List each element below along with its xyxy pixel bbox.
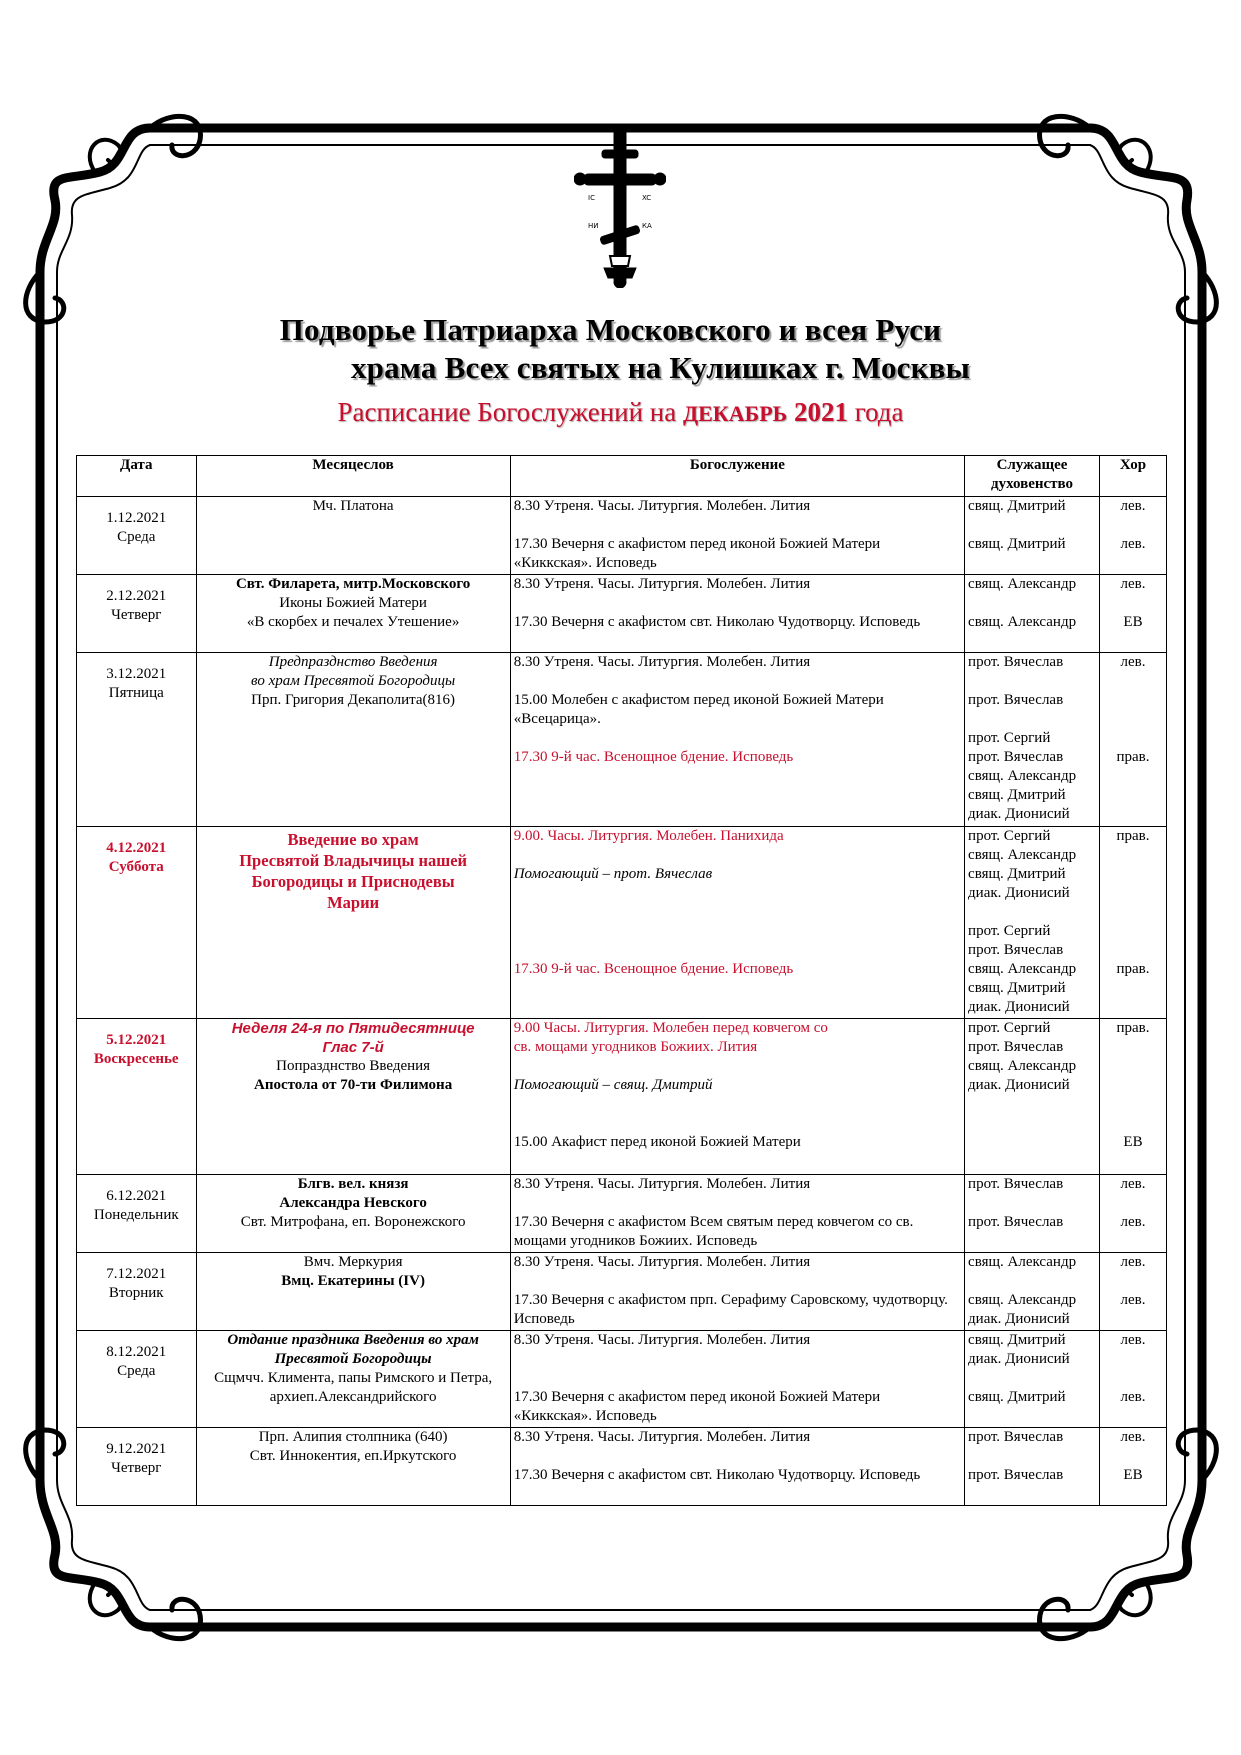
spacer	[514, 903, 961, 922]
saint-line: Блгв. вел. князя	[297, 1176, 409, 1192]
spacer	[514, 729, 961, 748]
saint-line: Неделя 24-я по Пятидесятнице	[231, 1020, 475, 1037]
service-line: 8.30 Утреня. Часы. Литургия. Молебен. Лития	[513, 498, 811, 514]
spacer	[1103, 516, 1163, 535]
date-cell	[77, 1331, 197, 1428]
saint-line: во храм Пресвятой Богородицы	[251, 673, 456, 689]
choir-line: лев.	[1120, 498, 1146, 514]
column-header-date: Дата	[77, 456, 197, 497]
saint-line: Свт. Иннокентия, еп.Иркутского	[249, 1448, 457, 1464]
table-row	[77, 1428, 1167, 1506]
clergy-line: свящ. Дмитрий	[968, 1332, 1066, 1348]
clergy-line: свящ. Александр	[968, 1292, 1077, 1308]
services-cell	[510, 1428, 964, 1506]
date-cell	[77, 575, 197, 653]
clergy-line: свящ. Александр	[968, 768, 1077, 784]
clergy-line: прот. Сергий	[968, 730, 1051, 746]
saint-line: Пресвятой Владычицы нашей	[239, 851, 468, 870]
services-cell	[510, 1253, 964, 1331]
table-row	[77, 1175, 1167, 1253]
service-line: 17.30 9-й час. Всенощное бдение. Исповедь	[513, 749, 794, 765]
choir-line: лев.	[1120, 576, 1146, 592]
spacer	[514, 1194, 961, 1213]
clergy-line: диак. Дионисий	[968, 885, 1070, 901]
saint-line: Предпразднство Введения	[268, 654, 438, 670]
clergy-line: диак. Дионисий	[968, 1311, 1070, 1327]
service-line: 9.00 Часы. Литургия. Молебен перед ковчегом со	[513, 1020, 828, 1036]
spacer	[1103, 672, 1163, 691]
clergy-cell	[965, 653, 1100, 827]
spacer	[514, 1095, 961, 1114]
saint-line: Пресвятой Богородицы	[274, 1351, 432, 1367]
choir-cell	[1100, 497, 1167, 575]
saint-line: Свт. Митрофана, еп. Воронежского	[240, 1214, 466, 1230]
date: 2.12.2021	[106, 588, 167, 604]
table-header-row	[77, 456, 1167, 497]
spacer	[968, 594, 1096, 613]
spacer	[514, 594, 961, 613]
service-line: 17.30 9-й час. Всенощное бдение. Исповедь	[513, 961, 794, 977]
service-line: 17.30 Вечерня с акафистом свт. Николаю Чудотворцу. Исповедь	[513, 614, 921, 630]
spacer	[1103, 594, 1163, 613]
choir-line: лев.	[1120, 1254, 1146, 1270]
saint-line: Марии	[327, 893, 380, 912]
service-line: Помогающий – прот. Вячеслав	[513, 866, 713, 882]
services-cell	[510, 575, 964, 653]
saint-line: Вмц. Екатерины (IV)	[281, 1273, 425, 1289]
clergy-cell	[965, 1331, 1100, 1428]
table-row	[77, 1253, 1167, 1331]
choir-line: лев.	[1120, 1429, 1146, 1445]
service-line: св. мощами угодников Божиих. Лития	[513, 1039, 758, 1055]
spacer	[1103, 903, 1163, 922]
saints-cell	[196, 1175, 510, 1253]
choir-line: прав.	[1116, 828, 1150, 844]
service-line: 17.30 Вечерня с акафистом свт. Николаю Чудотворцу. Исповедь	[513, 1467, 921, 1483]
column-header-service: Богослужение	[510, 456, 964, 497]
clergy-cell	[965, 1175, 1100, 1253]
spacer	[514, 672, 961, 691]
clergy-line: диак. Дионисий	[968, 1351, 1070, 1367]
choir-line: лев.	[1120, 536, 1146, 552]
choir-line: ЕВ	[1123, 1134, 1143, 1150]
column-header-calendar: Месяцеслов	[196, 456, 510, 497]
choir-line: ЕВ	[1123, 614, 1143, 630]
header-title-line-1: Подворье Патриарха Московского и всея Руси	[279, 312, 942, 347]
date: 8.12.2021	[106, 1344, 167, 1360]
service-line: 15.00 Молебен с акафистом перед иконой Божией Матери «Всецарица».	[513, 692, 884, 727]
service-line: 8.30 Утреня. Часы. Литургия. Молебен. Лития	[513, 576, 811, 592]
column-header-choir: Хор	[1100, 456, 1167, 497]
choir-line: прав.	[1116, 1020, 1150, 1036]
choir-line: лев.	[1120, 1292, 1146, 1308]
clergy-cell	[965, 827, 1100, 1019]
saint-line: Иконы Божией Матери	[279, 595, 427, 611]
weekday: Суббота	[108, 859, 164, 875]
saints-cell	[196, 827, 510, 1019]
saints-cell	[196, 1253, 510, 1331]
date: 6.12.2021	[106, 1188, 167, 1204]
spacer	[1103, 1114, 1163, 1133]
date: 1.12.2021	[106, 510, 167, 526]
date-cell	[77, 653, 197, 827]
saint-line: Богородицы и Приснодевы	[251, 872, 455, 891]
date: 7.12.2021	[106, 1266, 167, 1282]
saint-line: Александра Невского	[279, 1195, 427, 1211]
svg-text:КА: КА	[642, 222, 652, 230]
saint-line: Отдание праздника Введения во храм	[227, 1332, 479, 1348]
spacer	[1103, 710, 1163, 729]
choir-line: лев.	[1120, 1389, 1146, 1405]
clergy-line: свящ. Дмитрий	[968, 498, 1066, 514]
service-line: 17.30 Вечерня с акафистом Всем святым перед ковчегом со св. мощами угодников Божиих. Исповедь	[513, 1214, 914, 1249]
services-cell	[510, 653, 964, 827]
saint-line: Сщмчч. Климента, папы Римского и Петра, архиеп.Александрийского	[214, 1370, 493, 1405]
spacer	[514, 1350, 961, 1369]
spacer	[1103, 1350, 1163, 1369]
date: 9.12.2021	[106, 1441, 167, 1457]
weekday: Понедельник	[93, 1207, 179, 1223]
clergy-line: прот. Вячеслав	[968, 1467, 1064, 1483]
clergy-line: прот. Сергий	[968, 923, 1051, 939]
table-row	[77, 1019, 1167, 1175]
table-row	[77, 1331, 1167, 1428]
saints-cell	[196, 1428, 510, 1506]
saints-cell	[196, 497, 510, 575]
date-cell	[77, 1019, 197, 1175]
clergy-line: свящ. Александр	[968, 576, 1077, 592]
spacer	[514, 1114, 961, 1133]
services-cell	[510, 497, 964, 575]
choir-line: лев.	[1120, 1332, 1146, 1348]
clergy-cell	[965, 497, 1100, 575]
clergy-cell	[965, 1253, 1100, 1331]
table-row	[77, 827, 1167, 1019]
spacer	[514, 941, 961, 960]
date-cell	[77, 1428, 197, 1506]
saint-line: Мч. Платона	[312, 498, 394, 514]
service-line: 8.30 Утреня. Часы. Литургия. Молебен. Лития	[513, 1176, 811, 1192]
weekday: Воскресенье	[93, 1051, 179, 1067]
spacer	[968, 672, 1096, 691]
choir-cell	[1100, 1253, 1167, 1331]
svg-text:IC: IC	[588, 194, 595, 202]
spacer	[968, 1369, 1096, 1388]
date: 5.12.2021	[106, 1032, 167, 1048]
service-line: 8.30 Утреня. Часы. Литургия. Молебен. Лития	[513, 1332, 811, 1348]
clergy-line: свящ. Дмитрий	[968, 980, 1066, 996]
clergy-line: прот. Вячеслав	[968, 1176, 1064, 1192]
spacer	[1103, 865, 1163, 884]
clergy-line: свящ. Дмитрий	[968, 1389, 1066, 1405]
choir-line: лев.	[1120, 1214, 1146, 1230]
subtitle-suffix: года	[847, 397, 904, 427]
spacer	[968, 1194, 1096, 1213]
choir-cell	[1100, 653, 1167, 827]
subtitle-prefix: Расписание Богослужений на	[337, 397, 683, 427]
table-row	[77, 653, 1167, 827]
spacer	[1103, 1447, 1163, 1466]
clergy-line: свящ. Дмитрий	[968, 536, 1066, 552]
clergy-cell	[965, 1019, 1100, 1175]
clergy-line: свящ. Дмитрий	[968, 866, 1066, 882]
saint-line: Свт. Филарета, митр.Московского	[235, 576, 471, 592]
saints-cell	[196, 1331, 510, 1428]
spacer	[1103, 884, 1163, 903]
weekday: Четверг	[111, 607, 162, 623]
service-line: 17.30 Вечерня с акафистом прп. Серафиму Саровскому, чудотворцу. Исповедь	[513, 1292, 948, 1327]
choir-cell	[1100, 1331, 1167, 1428]
spacer	[514, 884, 961, 903]
spacer	[514, 1057, 961, 1076]
spacer	[514, 516, 961, 535]
clergy-line: прот. Вячеслав	[968, 692, 1064, 708]
date-cell	[77, 1253, 197, 1331]
weekday: Среда	[117, 1363, 156, 1379]
subtitle-month: ДЕКАБРЬ	[683, 401, 788, 426]
saints-cell	[196, 1019, 510, 1175]
spacer	[1103, 1038, 1163, 1057]
weekday: Пятница	[108, 685, 164, 701]
spacer	[968, 1447, 1096, 1466]
saint-line: Глас 7-й	[322, 1039, 384, 1056]
services-cell	[510, 1019, 964, 1175]
clergy-line: свящ. Александр	[968, 961, 1077, 977]
weekday: Четверг	[111, 1460, 162, 1476]
service-line: 9.00. Часы. Литургия. Молебен. Панихида	[513, 828, 784, 844]
clergy-line: свящ. Александр	[968, 1058, 1077, 1074]
spacer	[968, 903, 1096, 922]
saints-cell	[196, 575, 510, 653]
spacer	[1103, 691, 1163, 710]
column-header-clergy: Служащее духовенство	[965, 456, 1100, 497]
services-cell	[510, 827, 964, 1019]
clergy-line: прот. Вячеслав	[968, 749, 1064, 765]
spacer	[1103, 1369, 1163, 1388]
spacer	[1103, 1194, 1163, 1213]
weekday: Вторник	[108, 1285, 164, 1301]
choir-cell	[1100, 1019, 1167, 1175]
choir-cell	[1100, 575, 1167, 653]
table-row	[77, 575, 1167, 653]
clergy-line: прот. Вячеслав	[968, 1039, 1064, 1055]
schedule-subtitle	[0, 397, 1241, 428]
date-cell	[77, 497, 197, 575]
saint-line: Прп. Алипия столпника (640)	[258, 1429, 448, 1445]
spacer	[1103, 1095, 1163, 1114]
spacer	[968, 710, 1096, 729]
choir-line: лев.	[1120, 1176, 1146, 1192]
schedule-table	[76, 455, 1167, 1506]
service-line: 15.00 Акафист перед иконой Божией Матери	[513, 1134, 801, 1150]
orthodox-cross-icon	[574, 128, 666, 288]
clergy-line: прот. Вячеслав	[968, 942, 1064, 958]
svg-text:XC: XC	[642, 194, 652, 202]
spacer	[1103, 846, 1163, 865]
clergy-line: прот. Сергий	[968, 1020, 1051, 1036]
choir-line: ЕВ	[1123, 1467, 1143, 1483]
saint-line: Вмч. Меркурия	[303, 1254, 403, 1270]
spacer	[514, 1369, 961, 1388]
spacer	[968, 516, 1096, 535]
clergy-line: прот. Вячеслав	[968, 1429, 1064, 1445]
saints-cell	[196, 653, 510, 827]
spacer	[514, 1447, 961, 1466]
service-line: 17.30 Вечерня с акафистом перед иконой Божией Матери «Киккская». Исповедь	[513, 536, 881, 571]
saint-line: Введение во храм	[287, 830, 419, 849]
table-row	[77, 497, 1167, 575]
spacer	[1103, 922, 1163, 941]
saint-line: Попразднство Введения	[276, 1058, 431, 1074]
spacer	[968, 1272, 1096, 1291]
date-cell	[77, 827, 197, 1019]
clergy-line: диак. Дионисий	[968, 999, 1070, 1015]
date: 3.12.2021	[106, 666, 167, 682]
spacer	[1103, 729, 1163, 748]
service-line: 17.30 Вечерня с акафистом перед иконой Божией Матери «Киккская». Исповедь	[513, 1389, 881, 1424]
service-line: 8.30 Утреня. Часы. Литургия. Молебен. Лития	[513, 654, 811, 670]
choir-line: лев.	[1120, 654, 1146, 670]
service-line: Помогающий – свящ. Дмитрий	[513, 1077, 713, 1093]
clergy-line: прот. Вячеслав	[968, 1214, 1064, 1230]
date: 4.12.2021	[106, 840, 167, 856]
services-cell	[510, 1175, 964, 1253]
clergy-line: прот. Вячеслав	[968, 654, 1064, 670]
clergy-line: свящ. Александр	[968, 614, 1077, 630]
spacer	[514, 1272, 961, 1291]
choir-cell	[1100, 1175, 1167, 1253]
subtitle-year: 2021	[787, 397, 848, 427]
clergy-line: свящ. Александр	[968, 847, 1077, 863]
spacer	[1103, 1272, 1163, 1291]
svg-text:НИ: НИ	[588, 222, 599, 230]
spacer	[1103, 941, 1163, 960]
saint-line: Прп. Григория Декаполита(816)	[251, 692, 456, 708]
saint-line: Апостола от 70-ти Филимона	[254, 1077, 453, 1093]
date-cell	[77, 1175, 197, 1253]
choir-cell	[1100, 1428, 1167, 1506]
spacer	[1103, 1076, 1163, 1095]
choir-cell	[1100, 827, 1167, 1019]
services-cell	[510, 1331, 964, 1428]
choir-line: прав.	[1116, 749, 1150, 765]
spacer	[1103, 1057, 1163, 1076]
choir-line: прав.	[1116, 961, 1150, 977]
clergy-cell	[965, 1428, 1100, 1506]
clergy-line: прот. Сергий	[968, 828, 1051, 844]
clergy-line: свящ. Александр	[968, 1254, 1077, 1270]
weekday: Среда	[117, 529, 156, 545]
spacer	[514, 846, 961, 865]
saint-line: «В скорбех и печалех Утешение»	[246, 614, 460, 630]
service-line: 8.30 Утреня. Часы. Литургия. Молебен. Лития	[513, 1254, 811, 1270]
clergy-line: свящ. Дмитрий	[968, 787, 1066, 803]
clergy-line: диак. Дионисий	[968, 806, 1070, 822]
service-line: 8.30 Утреня. Часы. Литургия. Молебен. Лития	[513, 1429, 811, 1445]
clergy-cell	[965, 575, 1100, 653]
clergy-line: диак. Дионисий	[968, 1077, 1070, 1093]
header-title-line-2: храма Всех святых на Кулишках г. Москвы	[350, 350, 971, 385]
spacer	[514, 922, 961, 941]
